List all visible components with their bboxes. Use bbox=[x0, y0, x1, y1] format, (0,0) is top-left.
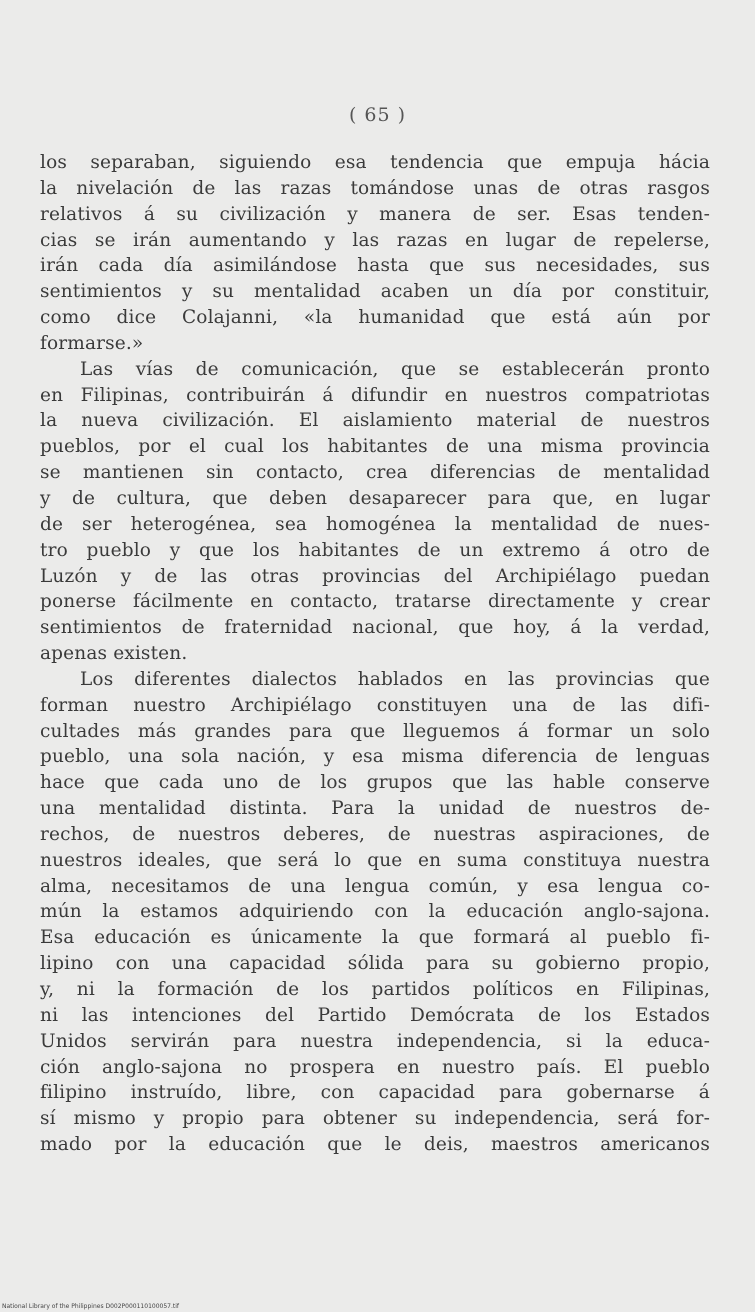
text-line: cias se irán aumentando y las razas en lugar de repelerse, bbox=[40, 229, 710, 251]
page-number: ( 65 ) bbox=[348, 104, 407, 126]
text-line: se mantienen sin contacto, crea diferencias de mentalidad bbox=[40, 462, 710, 484]
text-line: formarse.» bbox=[40, 332, 144, 354]
text-line: mado por la educación que le deis, maestros americanos bbox=[40, 1134, 710, 1156]
text-line: Esa educación es únicamente la que formará al pueblo fi- bbox=[40, 927, 710, 949]
text-line: ponerse fácilmente en contacto, tratarse directamente y crear bbox=[40, 591, 710, 613]
scan-credit: National Library of the Philippines D002P000110100057.tif bbox=[2, 1303, 180, 1310]
text-line: y, ni la formación de los partidos políticos en Filipinas, bbox=[40, 979, 710, 1000]
text-line: y de cultura, que deben desaparecer para que, en lugar bbox=[40, 487, 710, 509]
text-line: la nueva civilización. El aislamiento material de nuestros bbox=[40, 410, 710, 432]
text-line: ni las intenciones del Partido Demócrata de los Estados bbox=[40, 1004, 710, 1026]
text-line: como dice Colajanni, «la humanidad que está aún por bbox=[40, 307, 710, 329]
body-text bbox=[40, 150, 710, 1158]
text-line: sí mismo y propio para obtener su independencia, será for- bbox=[40, 1108, 710, 1130]
text-line: Luzón y de las otras provincias del Archipiélago puedan bbox=[40, 565, 710, 587]
text-line: de ser heterogénea, sea homogénea la mentalidad de nues- bbox=[40, 513, 710, 535]
text-line: nuestros ideales, que será lo que en suma constituya nuestra bbox=[40, 849, 710, 871]
text-line: Unidos servirán para nuestra independencia, si la educa- bbox=[40, 1030, 710, 1052]
text-line: lipino con una capacidad sólida para su gobierno propio, bbox=[40, 953, 710, 975]
text-line: Los diferentes dialectos hablados en las provincias que bbox=[80, 668, 710, 690]
text-line: pueblos, por el cual los habitantes de una misma provincia bbox=[40, 436, 710, 458]
text-line: rechos, de nuestros deberes, de nuestras aspiraciones, de bbox=[40, 823, 710, 845]
text-line: mún la estamos adquiriendo con la educación anglo-sajona. bbox=[40, 901, 710, 923]
text-line: irán cada día asimilándose hasta que sus necesidades, sus bbox=[40, 255, 710, 277]
text-line: apenas existen. bbox=[40, 643, 188, 665]
text-line: pueblo, una sola nación, y esa misma diferencia de lenguas bbox=[40, 746, 710, 768]
text-line: tro pueblo y que los habitantes de un extremo á otro de bbox=[40, 539, 710, 561]
text-line: ción anglo-sajona no prospera en nuestro país. El pueblo bbox=[40, 1056, 710, 1078]
text-line: hace que cada uno de los grupos que las hable conserve bbox=[40, 772, 710, 794]
text-line: una mentalidad distinta. Para la unidad de nuestros de- bbox=[40, 798, 710, 820]
text-line: la nivelación de las razas tomándose unas de otras rasgos bbox=[40, 177, 710, 199]
text-line: los separaban, siguiendo esa tendencia que empuja hácia bbox=[40, 152, 710, 173]
text-line: en Filipinas, contribuirán á difundir en nuestros compatriotas bbox=[40, 384, 710, 406]
text-line: sentimientos y su mentalidad acaben un día por constituir, bbox=[40, 281, 710, 303]
text-line: cultades más grandes para que lleguemos á formar un solo bbox=[40, 720, 710, 742]
text-line: relativos á su civilización y manera de ser. Esas tenden- bbox=[40, 203, 710, 225]
text-line: sentimientos de fraternidad nacional, que hoy, á la verdad, bbox=[40, 617, 710, 639]
text-line: Las vías de comunicación, que se establecerán pronto bbox=[80, 358, 710, 380]
text-line: filipino instruído, libre, con capacidad para gobernarse á bbox=[40, 1082, 710, 1104]
text-line: forman nuestro Archipiélago constituyen una de las difi- bbox=[40, 694, 710, 716]
text-line: alma, necesitamos de una lengua común, y esa lengua co- bbox=[40, 875, 710, 897]
